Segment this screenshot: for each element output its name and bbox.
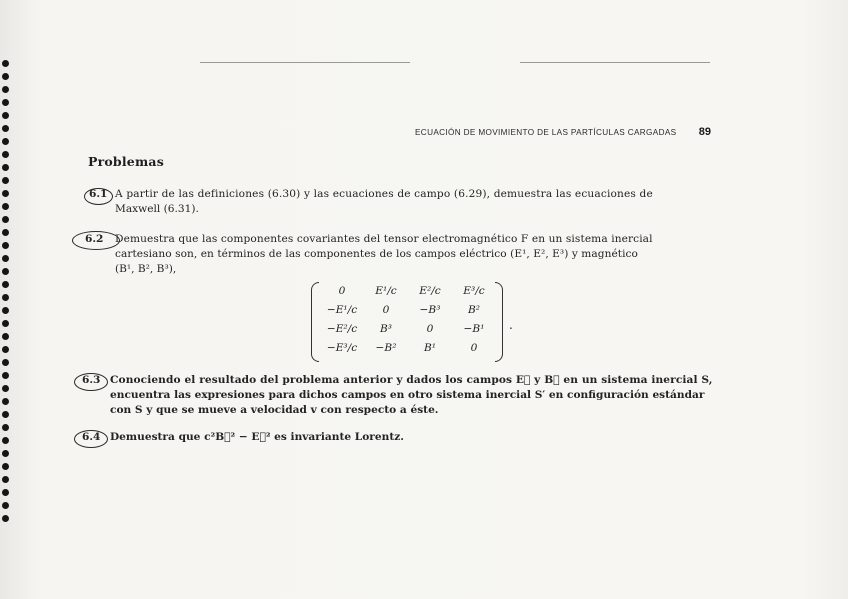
binding-hole [2,99,9,106]
running-head-title: ECUACIÓN DE MOVIMIENTO DE LAS PARTÍCULAS CARGADAS [415,128,677,137]
problem-text-line: A partir de las definiciones (6.30) y las ecuaciones de campo (6.29), demuestra las ecuaciones de [115,188,653,200]
binding-hole [2,138,9,145]
problem-text-line: con S y que se mueve a velocidad v con respecto a éste. [110,404,439,416]
binding-hole [2,385,9,392]
binding-hole [2,242,9,249]
binding-hole [2,437,9,444]
binding-hole [2,463,9,470]
top-rule-left [200,62,410,63]
binding-hole [2,294,9,301]
binding-hole [2,320,9,327]
binding-hole [2,307,9,314]
binding-hole [2,411,9,418]
binding-hole [2,489,9,496]
matrix-cell: −E¹/c [326,304,358,316]
matrix-cell: B³ [379,323,393,335]
matrix-cell: −E²/c [326,323,358,335]
binding-hole [2,502,9,509]
binding-hole [2,112,9,119]
problem-6-3 [74,373,724,423]
matrix-right-paren [495,282,503,362]
spiral-binding [0,60,14,530]
problem-text-line: Conociendo el resultado del problema anterior y dados los campos E⃗ y B⃗ en un sistema inercial S, [110,374,713,386]
problem-number: 6.3 [82,374,101,386]
problem-6-2 [72,232,722,282]
matrix-cell: 0 [426,323,434,335]
matrix-cell: E¹/c [375,285,397,297]
section-title: Problemas [88,154,164,169]
binding-hole [2,424,9,431]
matrix-cell: −B¹ [463,323,485,335]
matrix-left-paren [311,282,319,362]
binding-hole [2,164,9,171]
binding-hole [2,216,9,223]
problem-number: 6.1 [89,188,108,200]
tensor-matrix [311,282,503,362]
problem-number: 6.2 [85,233,104,245]
problem-text-line: Maxwell (6.31). [115,203,199,215]
matrix-cell: 0 [382,304,390,316]
problem-6-4 [74,430,724,450]
binding-hole [2,255,9,262]
page-number: 89 [698,126,711,138]
binding-hole [2,151,9,158]
binding-hole [2,372,9,379]
binding-hole [2,281,9,288]
binding-hole [2,60,9,67]
matrix-cell: 0 [470,342,478,354]
matrix-cell: B¹ [423,342,437,354]
matrix-cell: −B² [375,342,397,354]
binding-hole [2,177,9,184]
binding-hole [2,515,9,522]
matrix-cell: E³/c [463,285,485,297]
binding-hole [2,86,9,93]
binding-hole [2,346,9,353]
problem-text-line: encuentra las expresiones para dichos campos en otro sistema inercial S′ en configuración estándar [110,389,705,401]
binding-hole [2,203,9,210]
matrix-cell: E²/c [419,285,441,297]
binding-hole [2,333,9,340]
top-rule-right [520,62,710,63]
binding-hole [2,359,9,366]
problem-text-line: (B¹, B², B³), [115,263,177,275]
problem-text-line: cartesiano son, en términos de las componentes de los campos eléctrico (E¹, E², E³) y magnético [115,248,638,260]
binding-hole [2,125,9,132]
binding-hole [2,450,9,457]
binding-hole [2,398,9,405]
binding-hole [2,229,9,236]
binding-hole [2,268,9,275]
matrix-cell: B² [467,304,481,316]
matrix-cell: −B³ [419,304,441,316]
matrix-cell: −E³/c [326,342,358,354]
problem-number: 6.4 [82,431,101,443]
running-head [415,126,715,142]
matrix-trailing-period: . [509,318,513,332]
problem-text-line: Demuestra que c²B⃗² − E⃗² es invariante Lorentz. [110,431,404,443]
binding-hole [2,476,9,483]
problem-text-line: Demuestra que las componentes covariantes del tensor electromagnético F en un sistema inercial [115,233,653,245]
binding-hole [2,73,9,80]
problem-6-1 [84,187,724,221]
matrix-cell: 0 [338,285,346,297]
binding-hole [2,190,9,197]
